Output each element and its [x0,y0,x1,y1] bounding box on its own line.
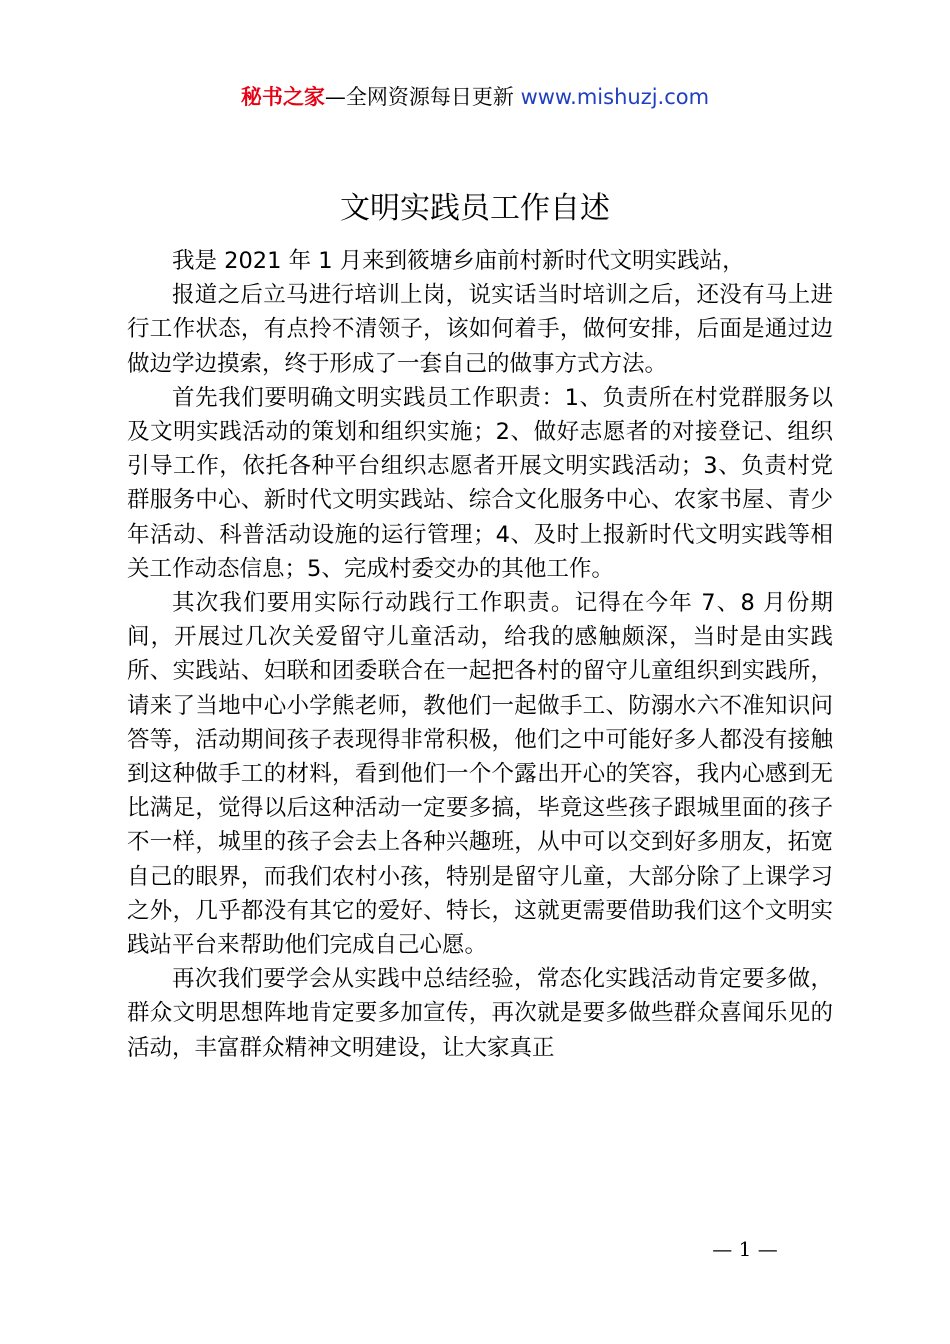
site-tagline: —全网资源每日更新 [324,85,514,109]
paragraph-practice: 其次我们要用实际行动践行工作职责。记得在今年 7、8 月份期间，开展过几次关爱留守儿童活动，给我的感触颇深，当时是由实践所、实践站、妇联和团委联合在一起把各村的留守儿童组织到实践所，请来了当地中心小学熊老师，教他们一起做手工、防溺水六不准知识问答等，活动期间孩子表现得非常积极，他们之中可能好多人都没有接触到这种做手工的材料，看到他们一个个露出开心的笑容，我内心感到无比满足，觉得以后这种活动一定要多搞，毕竟这些孩子跟城里面的孩子不一样，城里的孩子会去上各种兴趣班，从中可以交到好多朋友，拓宽自己的眼界，而我们农村小孩，特别是留守儿童，大部分除了上课学习之外，几乎都没有其它的爱好、特长，这就更需要借助我们这个文明实践站平台来帮助他们完成自己心愿。 [127,590,833,959]
paragraph-intro: 我是 2021 年 1 月来到筱塘乡庙前村新时代文明实践站， [172,248,745,274]
paragraph-duties: 首先我们要明确文明实践员工作职责：1、负责所在村党群服务以及文明实践活动的策划和组织实施；2、做好志愿者的对接登记、组织引导工作，依托各种平台组织志愿者开展文明实践活动；3、负责村党群服务中心、新时代文明实践站、综合文化服务中心、农家书屋、青少年活动、科普活动设施的运行管理；4、及时上报新时代文明实践等相关工作动态信息；5、完成村委交办的其他工作。 [127,384,833,582]
paragraph-experience: 再次我们要学会从实践中总结经验，常态化实践活动肯定要多做，群众文明思想阵地肯定要多加宣传，再次就是要多做些群众喜闻乐见的活动，丰富群众精神文明建设，让大家真正 [127,966,833,1061]
page-number: — 1 — [712,1237,778,1261]
document-body [127,244,833,1065]
site-header [0,80,950,114]
site-url-link[interactable]: www.mishuzj.com [520,85,710,109]
document-title: 文明实践员工作自述 [340,191,610,226]
paragraph-training: 报道之后立马进行培训上岗，说实话当时培训之后，还没有马上进行工作状态，有点拎不清领子，该如何着手，做何安排，后面是通过边做边学边摸索，终于形成了一套自己的做事方式方法。 [127,282,833,377]
site-brand: 秘书之家 [240,85,325,109]
